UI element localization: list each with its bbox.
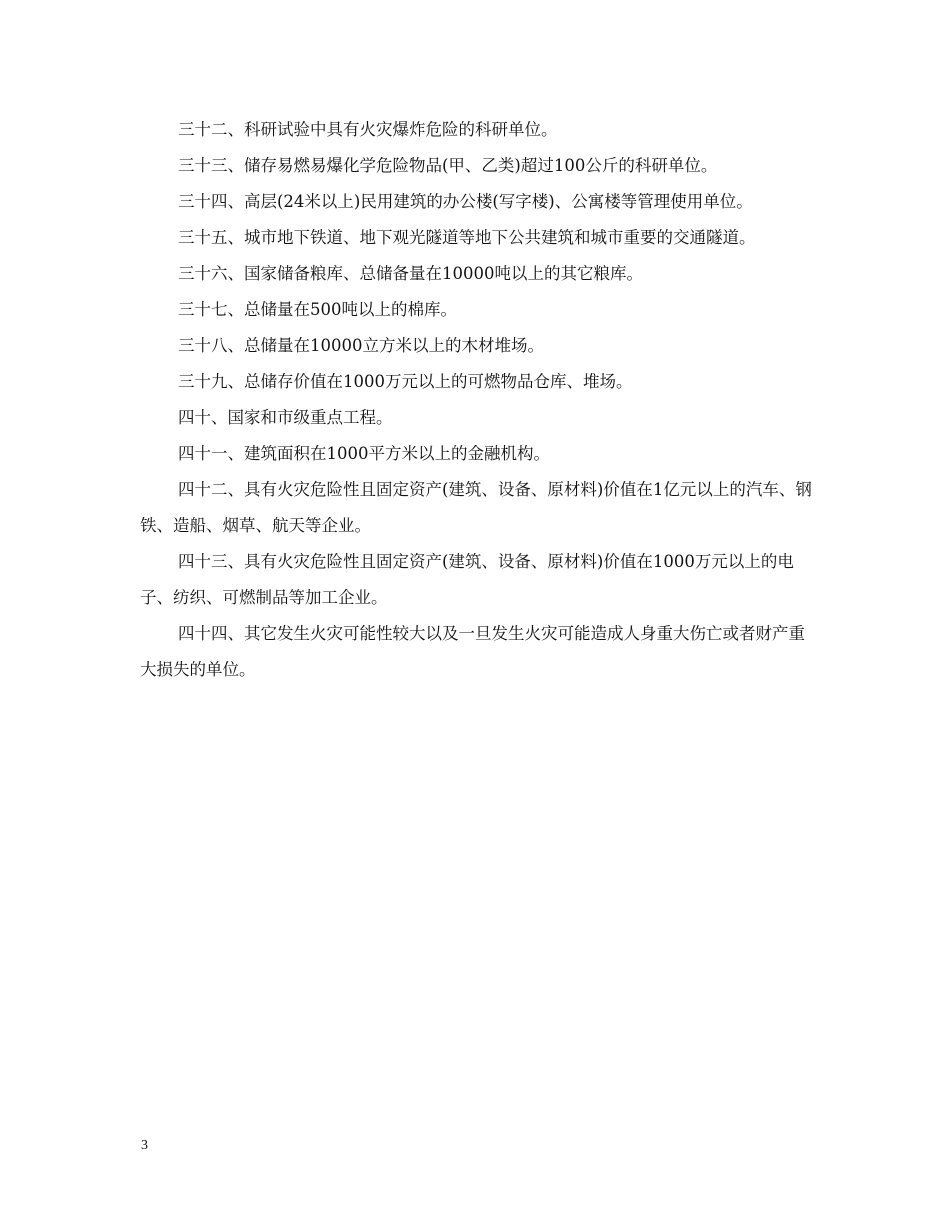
paragraph-32: 三十二、科研试验中具有火灾爆炸危险的科研单位。: [178, 120, 558, 139]
paragraph-34: 三十四、高层(24米以上)民用建筑的办公楼(写字楼)、公寓楼等管理使用单位。: [178, 192, 753, 211]
paragraph-43: 四十三、具有火灾危险性且固定资产(建筑、设备、原材料)价值在1000万元以上的电子、纺织、可燃制品等加工企业。: [140, 552, 794, 607]
page-number: 3: [141, 1138, 148, 1153]
paragraph-33: 三十三、储存易燃易爆化学危险物品(甲、乙类)超过100公斤的科研单位。: [178, 156, 718, 175]
document-body: [140, 112, 820, 688]
paragraph-44: 四十四、其它发生火灾可能性较大以及一旦发生火灾可能造成人身重大伤亡或者财产重大损失的单位。: [140, 624, 805, 679]
paragraph-38: 三十八、总储量在10000立方米以上的木材堆场。: [178, 336, 544, 355]
paragraph-39: 三十九、总储存价值在1000万元以上的可燃物品仓库、堆场。: [178, 372, 633, 391]
paragraph-36: 三十六、国家储备粮库、总储备量在10000吨以上的其它粮库。: [178, 264, 643, 283]
paragraph-37: 三十七、总储量在500吨以上的棉库。: [178, 300, 457, 319]
paragraph-41: 四十一、建筑面积在1000平方米以上的金融机构。: [178, 444, 550, 463]
paragraph-40: 四十、国家和市级重点工程。: [178, 408, 393, 427]
paragraph-42: 四十二、具有火灾危险性且固定资产(建筑、设备、原材料)价值在1亿元以上的汽车、钢铁、造船、烟草、航天等企业。: [140, 480, 812, 535]
paragraph-35: 三十五、城市地下铁道、地下观光隧道等地下公共建筑和城市重要的交通隧道。: [178, 228, 756, 247]
